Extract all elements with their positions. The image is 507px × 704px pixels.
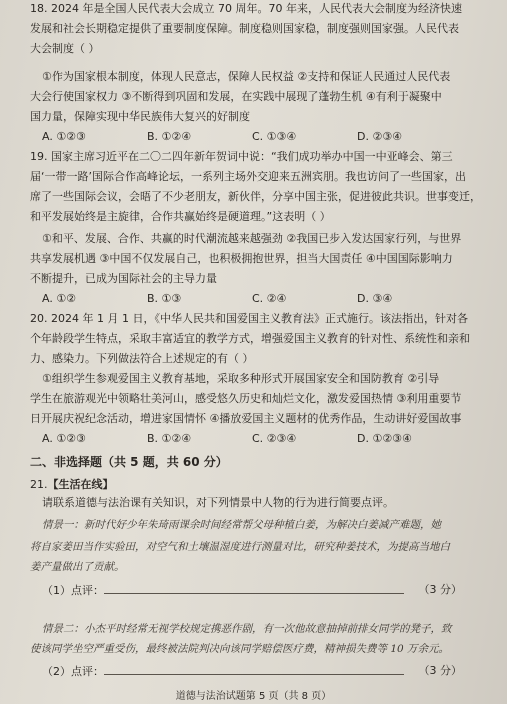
page-footer: 道德与法治试题第 5 页（共 8 页） (175, 691, 332, 702)
answer-2-label: （2）点评： (42, 665, 104, 678)
q19-line-1: 19. 国家主席习近平在二〇二四年新年贺词中说：“我们成功举办中国一中亚峰会、第三 (30, 150, 453, 163)
q19-statement-3: 不断提升，已成为国际社会的主导力量 (30, 272, 217, 285)
answer-1-label: （1）点评： (42, 584, 104, 597)
answer-2-blank[interactable] (104, 664, 404, 675)
q21-intro: 请联系道德与法治课有关知识，对下列情景中人物的行为进行简要点评。 (42, 496, 394, 509)
q18-option-b: B. ①②④ (147, 130, 192, 143)
q20-line-3: 力、感染力。下列做法符合上述规定的有（ ） (30, 352, 254, 365)
q19-options (42, 292, 482, 306)
q19-line-2: 届‘一带一路’国际合作高峰论坛，一系列主场外交迎来五洲宾朋。我也访问了一些国家，出 (30, 170, 466, 183)
case-1-line-2: 将自家姜田当作实验田，对空气和土壤温湿度进行测量对比，研究种姜技术，为提高当地白 (30, 541, 450, 553)
q20-line-2: 个年龄段学生特点，采取丰富适宜的教学方式，增强爱国主义教育的针对性、系统性和亲和 (30, 332, 470, 345)
q18-statement-2: 大会行使国家权力 ③不断得到巩固和发展，在实践中展现了蓬勃生机 ④有利于凝聚中 (30, 90, 442, 103)
q19-statement-1: ①和平、发展、合作、共赢的时代潮流越来越强劲 ②我国已步入发达国家行列，与世界 (42, 232, 462, 245)
q19-option-b: B. ①③ (147, 292, 182, 305)
q19-statement-2: 共享发展机遇 ③中国不仅发展自己，也积极拥抱世界，担当大国责任 ④中国国际影响力 (30, 252, 453, 265)
case-2-line-1: 情景二：小杰平时经常无视学校规定携恶作剧，有一次他故意抽掉前排女同学的凳子，致 (42, 623, 452, 635)
q20-option-a: A. ①②③ (42, 432, 86, 445)
q18-option-d: D. ②③④ (357, 130, 403, 143)
answer-1-row (42, 583, 462, 598)
q18-line-3: 大会制度（ ） (30, 42, 100, 55)
q20-option-b: B. ①②④ (147, 432, 192, 445)
answer-1-blank[interactable] (104, 583, 404, 594)
case-1-line-3: 姜产量做出了贡献。 (30, 561, 125, 573)
q20-options (42, 432, 482, 446)
answer-2-row (42, 664, 462, 679)
answer-2-score: （3 分） (418, 664, 462, 677)
case-2-line-2: 使该同学坐空严重受伤，最终被法院判决向该同学赔偿医疗费，精神损失费等 10 万余元。 (30, 643, 450, 655)
q20-statement-1: ①组织学生参观爱国主义教育基地，采取多种形式开展国家安全和国防教育 ②引导 (42, 372, 440, 385)
case-1-line-1: 情景一：新时代好少年朱琦雨课余时间经常帮父母种植白姜，为解决白姜减产难题，她 (42, 519, 441, 531)
q18-options (42, 130, 482, 144)
q18-option-c: C. ①③④ (252, 130, 297, 143)
q18-statement-3: 国力量，保障实现中华民族伟大复兴的好制度 (30, 110, 250, 123)
q20-option-d: D. ①②③④ (357, 432, 412, 445)
q19-line-3: 席了一些国际会议，会晤了不少老朋友，新伙伴，分享中国主张，促进彼此共识。世事变迁， (30, 190, 481, 203)
q18-option-a: A. ①②③ (42, 130, 86, 143)
q21-tag: 【生活在线】 (47, 478, 114, 491)
q18-line-1: 18. 2024 年是全国人民代表大会成立 70 周年。70 年来，人民代表大会制度为经济快速 (30, 2, 462, 15)
q21-heading (30, 478, 114, 492)
q20-line-1: 20. 2024 年 1 月 1 日，《中华人民共和国爱国主义教育法》正式施行。该法指出，针对各 (30, 312, 468, 325)
q20-statement-2: 学生在旅游观光中领略壮美河山，感受悠久历史和灿烂文化，激发爱国热情 ③利用重要节 (30, 392, 462, 405)
answer-1-score: （3 分） (418, 583, 462, 596)
q19-option-a: A. ①② (42, 292, 77, 305)
q18-line-2: 发展和社会长期稳定提供了重要制度保障。制度稳则国家稳，制度强则国家强。人民代表 (30, 22, 459, 35)
q20-option-c: C. ②③④ (252, 432, 297, 445)
q19-line-4: 和平发展始终是主旋律，合作共赢始终是硬道理。”这表明（ ） (30, 210, 331, 223)
q19-option-c: C. ②④ (252, 292, 287, 305)
q18-statement-1: ①作为国家根本制度，体现人民意志，保障人民权益 ②支持和保证人民通过人民代表 (42, 70, 451, 83)
q21-number: 21. (30, 478, 48, 491)
q20-statement-3: 日开展庆祝纪念活动，增进家国情怀 ④播放爱国主义题材的优秀作品，生动讲好爱国故事 (30, 412, 462, 425)
section-2-title: 二、非选择题（共 5 题，共 60 分） (30, 455, 228, 469)
q19-option-d: D. ③④ (357, 292, 393, 305)
